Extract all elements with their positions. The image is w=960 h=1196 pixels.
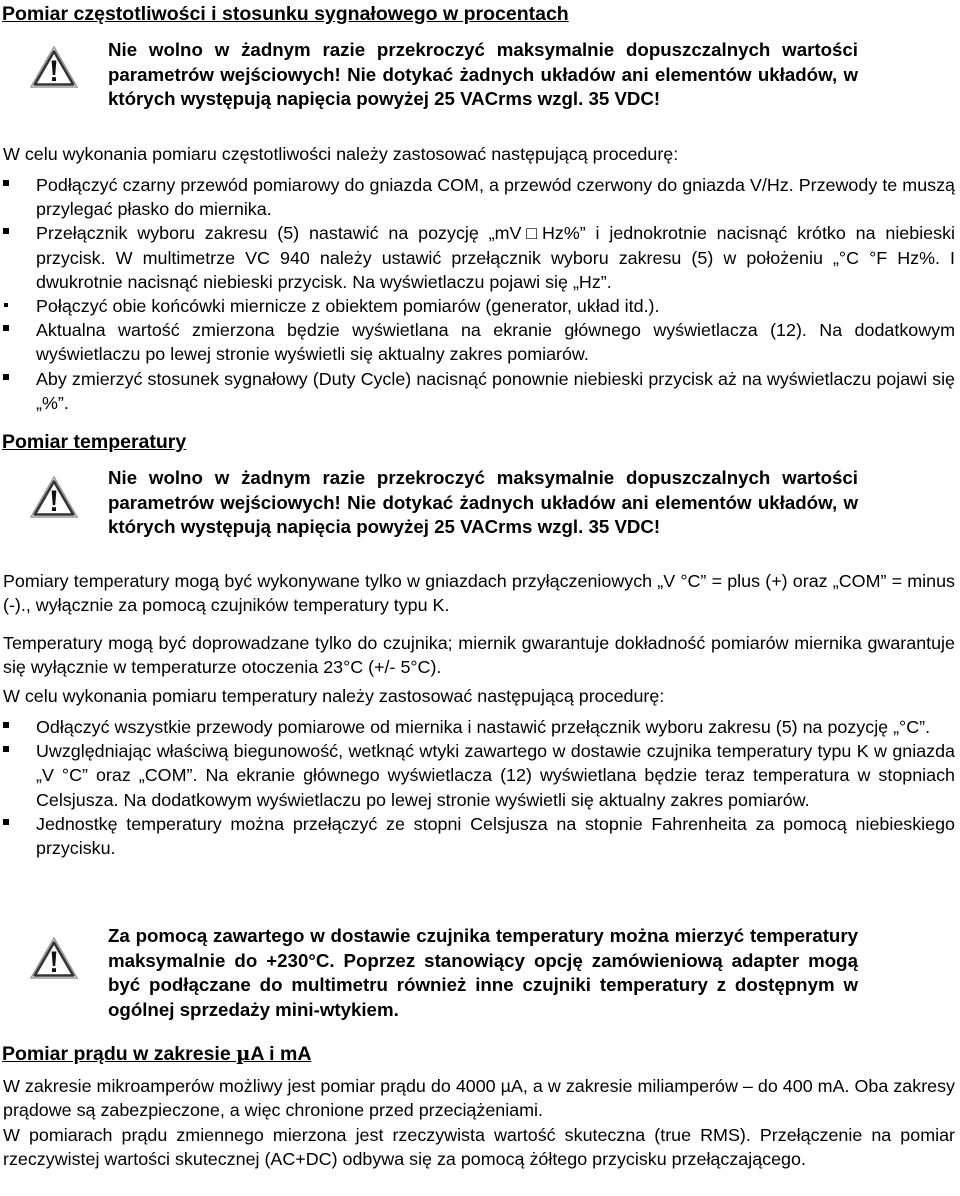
list-item: Aktualna wartość zmierzona będzie wyświetlana na ekranie głównego wyświetlacza (12). Na dodatkowym wyświetlaczu po lewej stronie wyświetli się aktualny zakres pomiarów.: [3, 318, 955, 366]
bullet-icon: [3, 374, 9, 380]
warning-triangle-icon: [28, 935, 80, 981]
bullet-icon: [3, 722, 9, 728]
temperature-note: Za pomocą zawartego w dostawie czujnika temperatury można mierzyć temperatury maksymalnie do +230°C. Poprzez stanowiący opcję zamówieniową adapter mogą być podłączane do multimetru również inne czujniki temperatury z dostępnym w ogólnej sprzedaży mini-wtykiem.: [108, 925, 858, 1020]
warning-triangle-icon: [28, 474, 80, 520]
temperature-paragraph-2: Temperatury mogą być doprowadzane tylko do czujnika; miernik gwarantuje dokładność pomiarów miernika gwarantuje się wyłącznie w temperaturze otoczenia 23°C (+/- 5°C).: [3, 633, 955, 678]
list-item: Przełącznik wyboru zakresu (5) nastawić na pozycję „mV□Hz%” i jednokrotnie nacisnąć krótko na niebieski przycisk. W multimetrze VC 940 należy ustawić przełącznik wyboru zakresu (5) w położeniu „°C °F Hz%. I dwukrotnie nacisnąć niebieski przycisk. Na wyświetlaczu pojawi się „Hz”.: [3, 221, 955, 294]
section-heading-frequency: Pomiar częstotliwości i stosunku sygnałowego w procentach: [2, 3, 569, 25]
temperature-paragraph-1: Pomiary temperatury mogą być wykonywane tylko w gniazdach przyłączeniowych „V °C” = plus (+) oraz „COM” = minus (-)., wyłącznie za pomocą czujników temperatury typu K.: [3, 571, 955, 616]
section-heading-temperature: Pomiar temperatury: [2, 431, 187, 453]
procedure-list-temperature: [3, 715, 955, 860]
section-heading-current: Pomiar prądu w zakresie µA i mA: [2, 1042, 312, 1065]
bullet-icon: [3, 325, 9, 331]
warning-text-temperature: Nie wolno w żadnym razie przekroczyć maksymalnie dopuszczalnych wartości parametrów wejściowych! Nie dotykać żadnych układów ani elementów układów, w których występują napięcia powyżej 25 VACrms wzgl. 35 VDC!: [108, 467, 858, 537]
list-item: Uwzględniając właściwą biegunowość, wetknąć wtyki zawartego w dostawie czujnika temperatury typu K w gniazda „V °C” oraz „COM”. Na ekranie głównego wyświetlacza (12) wyświetlana będzie teraz temperatura w stopniach Celsjusza. Na dodatkowym wyświetlaczu po lewej stronie wyświetli się aktualny zakres pomiarów.: [3, 739, 955, 812]
bullet-icon: [4, 303, 8, 307]
warning-triangle-icon: [28, 44, 80, 90]
list-item: Odłączyć wszystkie przewody pomiarowe od miernika i nastawić przełącznik wyboru zakresu (5) na pozycję „°C”.: [3, 715, 955, 739]
current-paragraph-2: W pomiarach prądu zmiennego mierzona jest rzeczywista wartość skuteczna (true RMS). Przełączenie na pomiar rzeczywistej wartości skutecznej (AC+DC) odbywa się za pomocą żółtego przycisku przełączającego.: [3, 1125, 955, 1170]
list-item: Jednostkę temperatury można przełączyć ze stopni Celsjusza na stopnie Fahrenheita za pomocą niebieskiego przycisku.: [3, 812, 955, 860]
warning-text-frequency: Nie wolno w żadnym razie przekroczyć maksymalnie dopuszczalnych wartości parametrów wejściowych! Nie dotykać żadnych układów ani elementów układów, w których występują napięcia powyżej 25 VACrms wzgl. 35 VDC!: [108, 39, 858, 109]
bullet-icon: [3, 180, 9, 186]
bullet-icon: [3, 228, 9, 234]
bullet-icon: [3, 746, 9, 752]
current-paragraph-1: W zakresie mikroamperów możliwy jest pomiar prądu do 4000 µA, a w zakresie miliamperów – do 400 mA. Oba zakresy prądowe są zabezpieczone, a więc chronione przed przeciążeniami.: [3, 1076, 955, 1121]
procedure-list-frequency: [3, 173, 955, 415]
list-item: Połączyć obie końcówki miernicze z obiektem pomiarów (generator, układ itd.).: [3, 294, 955, 318]
list-item: Aby zmierzyć stosunek sygnałowy (Duty Cycle) nacisnąć ponownie niebieski przycisk aż na wyświetlaczu pojawi się „%”.: [3, 367, 955, 415]
procedure-intro-temperature: W celu wykonania pomiaru temperatury należy zastosować następującą procedurę:: [3, 686, 665, 706]
procedure-intro-frequency: W celu wykonania pomiaru częstotliwości należy zastosować następującą procedurę:: [3, 144, 679, 164]
list-item: Podłączyć czarny przewód pomiarowy do gniazda COM, a przewód czerwony do gniazda V/Hz. Przewody te muszą przylegać płasko do miernika.: [3, 173, 955, 221]
bullet-icon: [3, 819, 9, 825]
